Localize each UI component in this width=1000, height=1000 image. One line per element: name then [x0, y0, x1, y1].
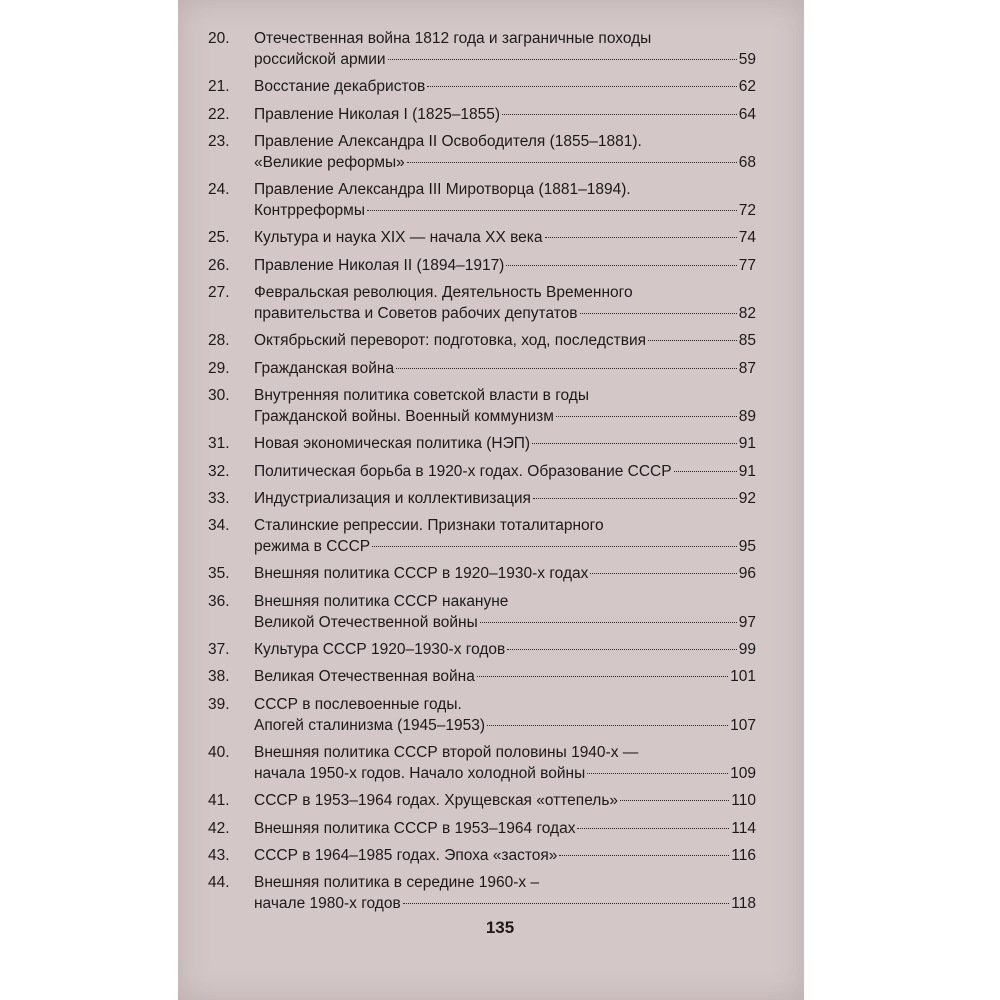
- toc-entry-title: Гражданской войны. Военный коммунизм: [254, 407, 554, 425]
- toc-entry: [208, 28, 756, 70]
- toc-entry-number: 20.: [208, 30, 230, 47]
- toc-entry: [208, 742, 756, 784]
- toc-entry: [208, 515, 756, 557]
- toc-entry: [208, 790, 756, 811]
- leader-dots: [487, 725, 728, 726]
- toc-entry: [208, 488, 756, 509]
- leader-dots: [648, 340, 737, 341]
- leader-dots: [477, 676, 728, 677]
- toc-entry-title: Внешняя политика в середине 1960-х –: [254, 874, 540, 892]
- leader-dots: [367, 210, 737, 211]
- toc-entry-number: 23.: [208, 132, 230, 150]
- toc-entry: [208, 818, 756, 839]
- leader-dots: [532, 443, 737, 444]
- toc-entry: [208, 872, 756, 914]
- toc-entry-title: СССР в 1953–1964 годах. Хрущевская «оттепель»: [254, 792, 619, 810]
- toc-entry-title: Политическая борьба в 1920-х годах. Образование СССР: [254, 462, 672, 480]
- toc-entry: [208, 385, 756, 427]
- toc-entry-title: Правление Николая II (1894–1917): [254, 256, 505, 274]
- toc-entry-title: Восстание декабристов: [254, 78, 426, 96]
- toc-entry: [208, 282, 756, 324]
- toc-entry: [208, 433, 756, 454]
- leader-dots: [372, 546, 737, 547]
- toc-entry: [208, 255, 756, 276]
- leader-dots: [506, 265, 736, 266]
- leader-dots: [407, 162, 737, 163]
- toc-entry-number: 43.: [208, 846, 230, 864]
- toc-entry-page: 72: [738, 202, 756, 220]
- toc-entry-number: 26.: [208, 256, 230, 274]
- leader-dots: [674, 471, 737, 472]
- toc-entry: [208, 330, 756, 351]
- toc-entry-title: Контрреформы: [254, 202, 365, 220]
- toc-entry-page: 99: [738, 641, 756, 659]
- leader-dots: [590, 573, 736, 574]
- leader-dots: [403, 903, 730, 904]
- toc-entry-page: 97: [738, 613, 756, 631]
- toc-entry-title: Гражданская война: [254, 359, 395, 377]
- toc-entry-title: правительства и Советов рабочих депутатов: [254, 305, 578, 323]
- toc-entry-number: 35.: [208, 565, 230, 583]
- toc-entry-page: 91: [738, 462, 756, 480]
- toc-entry-title: Внешняя политика СССР накануне: [254, 592, 509, 610]
- toc-entry-title: Апогей сталинизма (1945–1953): [254, 716, 486, 734]
- toc-entry-number: 21.: [208, 78, 230, 96]
- leader-dots: [480, 622, 737, 623]
- toc-entry-title: Внутренняя политика советской власти в годы: [254, 386, 589, 404]
- toc-entry-number: 25.: [208, 229, 230, 247]
- toc-entry: [208, 76, 756, 97]
- toc-entry-page: 92: [738, 489, 756, 507]
- toc-entry-page: 82: [738, 305, 756, 323]
- toc-entry-number: 24.: [208, 181, 230, 199]
- toc-entry: [208, 227, 756, 248]
- toc-entry-title: Правление Александра III Миротворца (1881–1894).: [254, 181, 631, 199]
- toc-entry-page: 85: [738, 332, 756, 350]
- table-of-contents: [208, 28, 756, 920]
- toc-entry-number: 37.: [208, 641, 230, 659]
- leader-dots: [396, 368, 737, 369]
- toc-entry: [208, 694, 756, 736]
- toc-entry-title: режима в СССР: [254, 538, 371, 556]
- toc-entry: [208, 104, 756, 125]
- leader-dots: [507, 649, 736, 650]
- toc-entry-number: 22.: [208, 105, 230, 123]
- toc-entry-number: 29.: [208, 359, 230, 377]
- toc-entry-title: Сталинские репрессии. Признаки тоталитарного: [254, 517, 604, 535]
- toc-entry-title: Великая Отечественная война: [254, 668, 475, 686]
- toc-entry-number: 38.: [208, 668, 230, 686]
- toc-entry-page: 107: [730, 716, 756, 734]
- toc-entry-title: Октябрьский переворот: подготовка, ход, последствия: [254, 332, 647, 350]
- toc-entry-page: 74: [738, 229, 756, 247]
- toc-entry-page: 109: [730, 764, 756, 782]
- toc-entry-title: начала 1950-х годов. Начало холодной войны: [254, 764, 586, 782]
- leader-dots: [545, 237, 737, 238]
- toc-entry-title: Культура и наука XIX — начала XX века: [254, 229, 543, 247]
- toc-entry-page: 62: [738, 78, 756, 96]
- toc-entry-title: Внешняя политика СССР в 1953–1964 годах: [254, 819, 576, 837]
- leader-dots: [556, 416, 737, 417]
- toc-entry: [208, 591, 756, 633]
- toc-entry: [208, 131, 756, 173]
- toc-entry-page: 116: [731, 846, 756, 864]
- toc-entry-number: 28.: [208, 332, 230, 350]
- leader-dots: [577, 828, 729, 829]
- toc-entry-title: Отечественная война 1812 года и заграничные походы: [254, 30, 652, 47]
- toc-entry-title: «Великие реформы»: [254, 153, 405, 171]
- toc-entry-page: 96: [738, 565, 756, 583]
- toc-entry-title: начале 1980-х годов: [254, 895, 401, 913]
- toc-entry-page: 64: [738, 105, 756, 123]
- toc-entry-title: Культура СССР 1920–1930-х годов: [254, 641, 506, 659]
- toc-entry-title: Февральская революция. Деятельность Временного: [254, 284, 633, 302]
- leader-dots: [620, 800, 729, 801]
- toc-entry-number: 33.: [208, 489, 230, 507]
- toc-entry-page: 110: [731, 792, 756, 810]
- toc-entry-number: 44.: [208, 874, 230, 892]
- leader-dots: [580, 313, 737, 314]
- toc-entry-title: Новая экономическая политика (НЭП): [254, 435, 531, 453]
- toc-entry-number: 34.: [208, 517, 230, 535]
- toc-entry-title: Великой Отечественной войны: [254, 613, 478, 631]
- leader-dots: [388, 59, 737, 60]
- page-number: 135: [485, 918, 515, 937]
- toc-entry-number: 31.: [208, 435, 230, 453]
- toc-entry-number: 41.: [208, 792, 230, 810]
- toc-entry-number: 30.: [208, 386, 230, 404]
- toc-entry-number: 32.: [208, 462, 230, 480]
- leader-dots: [587, 773, 728, 774]
- toc-entry-number: 40.: [208, 743, 230, 761]
- toc-entry: [208, 845, 756, 866]
- leader-dots: [502, 114, 737, 115]
- toc-entry-page: 89: [738, 407, 756, 425]
- toc-entry-page: 95: [738, 538, 756, 556]
- toc-entry: [208, 639, 756, 660]
- toc-entry: [208, 563, 756, 584]
- toc-entry: [208, 358, 756, 379]
- toc-entry-title: российской армии: [254, 51, 386, 68]
- toc-entry: [208, 461, 756, 482]
- toc-entry-page: 68: [738, 153, 756, 171]
- toc-entry-number: 39.: [208, 695, 230, 713]
- toc-entry-title: Внешняя политика СССР в 1920–1930-х годах: [254, 565, 589, 583]
- leader-dots: [427, 86, 737, 87]
- leader-dots: [533, 498, 737, 499]
- toc-entry-title: Правление Александра II Освободителя (1855–1881).: [254, 132, 642, 150]
- toc-entry-page: 91: [738, 435, 756, 453]
- toc-entry-page: 101: [730, 668, 756, 686]
- toc-entry-title: Правление Николая I (1825–1855): [254, 105, 501, 123]
- toc-entry-title: Индустриализация и коллективизация: [254, 489, 531, 507]
- leader-dots: [559, 855, 729, 856]
- toc-entry-page: 114: [731, 819, 756, 837]
- toc-entry: [208, 666, 756, 687]
- toc-entry-number: 36.: [208, 592, 230, 610]
- toc-entry-title: СССР в послевоенные годы.: [254, 695, 462, 713]
- toc-entry-page: 59: [738, 51, 756, 68]
- toc-entry-title: СССР в 1964–1985 годах. Эпоха «застоя»: [254, 846, 558, 864]
- toc-entry-number: 42.: [208, 819, 230, 837]
- toc-entry-number: 27.: [208, 284, 230, 302]
- toc-entry-page: 77: [738, 256, 756, 274]
- toc-entry-page: 118: [731, 895, 756, 913]
- toc-entry-title: Внешняя политика СССР второй половины 1940-х —: [254, 743, 639, 761]
- toc-entry-page: 87: [738, 359, 756, 377]
- toc-entry: [208, 179, 756, 221]
